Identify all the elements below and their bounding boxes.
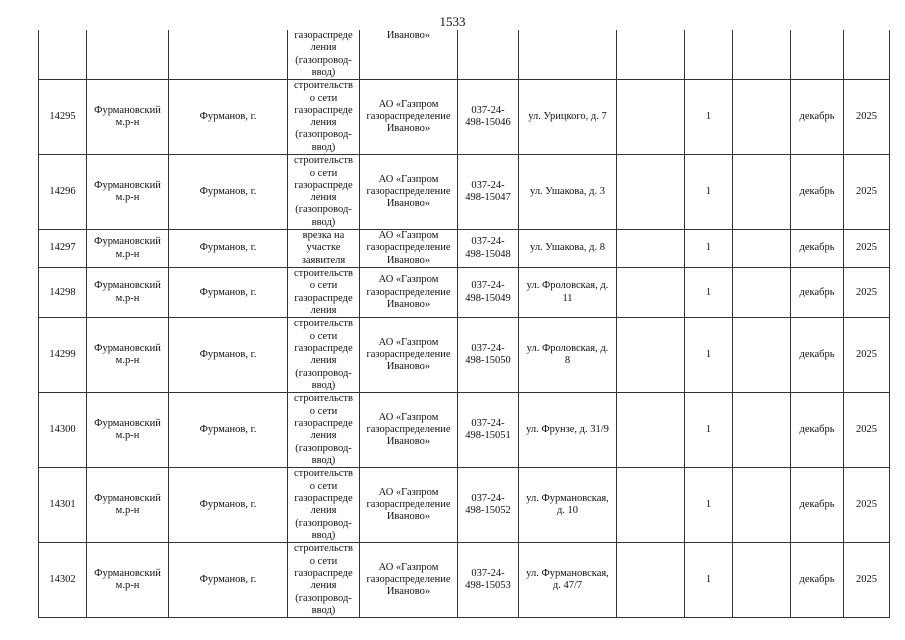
table-row [39, 543, 890, 618]
cell-month [791, 543, 844, 618]
cell-settlement [169, 155, 288, 230]
cell-year-text: 2025 [856, 574, 877, 586]
cell-address [519, 393, 617, 468]
cell-year [844, 393, 890, 468]
work-type-text: газораспреде ления (газопровод- ввод) [294, 30, 353, 78]
cell-code [458, 155, 519, 230]
cell-work-type [288, 268, 360, 318]
cell-work-type-text: врезка на участке заявителя [301, 230, 346, 266]
cell-code-text: 037-24- 498-15048 [465, 236, 511, 260]
cell-num-text: 14299 [49, 349, 76, 361]
cell-organization-text: АО «Газпром газораспределение Иваново» [366, 173, 451, 210]
table-row [39, 468, 890, 543]
cell-work-type [288, 80, 360, 155]
cell-extra [617, 30, 685, 80]
cell-year [844, 30, 890, 80]
cell-work-type-text: строительств о сети газораспреде ления (газопровод- ввод) [294, 543, 353, 616]
cell-district-text: Фурмановский м.р-н [94, 104, 161, 129]
cell-code [458, 543, 519, 618]
cell-month [791, 80, 844, 155]
cell-organization [360, 80, 458, 155]
cell-address-text: ул. Фрунзе, д. 31/9 [526, 424, 609, 436]
cell-extra [617, 393, 685, 468]
cell-year [844, 230, 890, 268]
cell-year [844, 80, 890, 155]
cell-organization [360, 268, 458, 318]
cell-month-text: декабрь [799, 574, 835, 586]
cell-code-text: 037-24- 498-15047 [465, 179, 511, 204]
cell-address [519, 318, 617, 393]
cell-organization [360, 543, 458, 618]
cell-work-type-text: строительств о сети газораспреде ления [294, 268, 353, 316]
cell-num-text: 14300 [49, 424, 76, 436]
cell-blank [733, 155, 791, 230]
cell-district [87, 80, 169, 155]
cell-month [791, 318, 844, 393]
cell-work-type-text: строительств о сети газораспреде ления (газопровод- ввод) [294, 393, 353, 466]
cell-district-text: Фурмановский м.р-н [94, 417, 161, 442]
cell-settlement [169, 268, 288, 318]
cell-address-text: ул. Фроловская, д. 8 [526, 342, 609, 367]
cell-blank [733, 30, 791, 80]
cell-settlement-text: Фурманов, г. [199, 111, 257, 123]
cell-year-text: 2025 [856, 424, 877, 436]
cell-address [519, 80, 617, 155]
cell-year-text: 2025 [856, 186, 877, 198]
cell-month [791, 468, 844, 543]
cell-extra [617, 318, 685, 393]
cell-settlement-text: Фурманов, г. [199, 499, 257, 511]
cell-organization [360, 230, 458, 268]
cell-address-text: ул. Фурмановская, д. 47/7 [526, 567, 609, 592]
page-number: 1533 [439, 14, 466, 29]
cell-work-type-text: строительств о сети газораспреде ления (газопровод- ввод) [294, 80, 353, 153]
cell-settlement [169, 230, 288, 268]
table-row [39, 393, 890, 468]
cell-organization-text: АО «Газпром газораспределение Иваново» [366, 411, 451, 448]
cell-district [87, 155, 169, 230]
cell-settlement-text: Фурманов, г. [199, 349, 257, 361]
cell-year [844, 268, 890, 318]
cell-year-text: 2025 [856, 242, 877, 254]
cell-blank [733, 468, 791, 543]
cell-code-text: 037-24- 498-15052 [465, 492, 511, 517]
cell-work-type-text: строительств о сети газораспреде ления (газопровод- ввод) [294, 155, 353, 228]
cell-qty [685, 268, 733, 318]
cell-settlement-text: Фурманов, г. [199, 286, 257, 298]
cell-work-type [288, 318, 360, 393]
cell-year-text: 2025 [856, 349, 877, 361]
cell-district [87, 318, 169, 393]
cell-year-text: 2025 [856, 286, 877, 298]
cell-address-text: ул. Фроловская, д. 11 [526, 280, 609, 304]
cell-extra [617, 543, 685, 618]
cell-settlement [169, 543, 288, 618]
cell-organization [360, 393, 458, 468]
cell-organization-text: АО «Газпром газораспределение Иваново» [366, 486, 451, 523]
cell-organization [360, 155, 458, 230]
cell-code [458, 80, 519, 155]
cell-work-type [288, 393, 360, 468]
registry-table [38, 30, 890, 618]
cell-qty [685, 393, 733, 468]
cell-month [791, 155, 844, 230]
cell-address [519, 230, 617, 268]
cell-qty-text: 1 [705, 349, 712, 361]
cell-qty [685, 468, 733, 543]
cell-district [87, 543, 169, 618]
cell-year [844, 318, 890, 393]
cell-num [39, 30, 87, 80]
cell-code-text: 037-24- 498-15053 [465, 567, 511, 592]
cell-month [791, 393, 844, 468]
cell-blank [733, 543, 791, 618]
cell-qty [685, 543, 733, 618]
cell-month-text: декабрь [799, 242, 835, 254]
cell-num [39, 230, 87, 268]
organization-text: Иваново» [386, 30, 431, 41]
cell-num-text: 14296 [49, 186, 76, 198]
cell-district [87, 30, 169, 80]
cell-code [458, 268, 519, 318]
cell-num-text: 14297 [49, 242, 76, 254]
cell-year [844, 155, 890, 230]
cell-organization-text: АО «Газпром газораспределение Иваново» [366, 336, 451, 373]
cell-qty-text: 1 [705, 242, 712, 254]
cell-code-text: 037-24- 498-15050 [465, 342, 511, 367]
cell-qty-text: 1 [705, 424, 712, 436]
cell-qty-text: 1 [705, 499, 712, 511]
cell-district [87, 468, 169, 543]
cell-work-type [288, 230, 360, 268]
table-row [39, 318, 890, 393]
cell-extra [617, 468, 685, 543]
cell-num [39, 318, 87, 393]
cell-code-text: 037-24- 498-15051 [465, 417, 511, 442]
cell-year-text: 2025 [856, 111, 877, 123]
cell-num-text: 14301 [49, 499, 76, 511]
cell-settlement [169, 468, 288, 543]
cell-organization [360, 30, 458, 80]
table-row [39, 268, 890, 318]
cell-address-text: ул. Ушакова, д. 3 [530, 186, 605, 198]
cell-num [39, 268, 87, 318]
cell-district [87, 268, 169, 318]
cell-qty [685, 155, 733, 230]
cell-qty [685, 80, 733, 155]
cell-blank [733, 80, 791, 155]
cell-settlement-text: Фурманов, г. [199, 424, 257, 436]
cell-settlement [169, 393, 288, 468]
cell-extra [617, 155, 685, 230]
cell-num [39, 468, 87, 543]
cell-address [519, 30, 617, 80]
table-row [39, 230, 890, 268]
cell-code [458, 318, 519, 393]
cell-extra [617, 80, 685, 155]
cell-code [458, 393, 519, 468]
cell-settlement-text: Фурманов, г. [199, 574, 257, 586]
table-row [39, 155, 890, 230]
cell-work-type [288, 30, 360, 80]
cell-num [39, 543, 87, 618]
cell-district-text: Фурмановский м.р-н [94, 567, 161, 592]
cell-address [519, 268, 617, 318]
cell-organization-text: АО «Газпром газораспределение Иваново» [366, 98, 451, 135]
cell-address-text: ул. Ушакова, д. 8 [530, 242, 605, 254]
cell-qty-text: 1 [705, 286, 712, 298]
cell-district [87, 230, 169, 268]
cell-month-text: декабрь [799, 286, 835, 298]
cell-work-type-text: строительств о сети газораспреде ления (газопровод- ввод) [294, 318, 353, 391]
cell-address [519, 155, 617, 230]
cell-qty [685, 318, 733, 393]
cell-num-text: 14295 [49, 111, 76, 123]
cell-month-text: декабрь [799, 349, 835, 361]
cell-year [844, 543, 890, 618]
cell-num-text: 14298 [49, 286, 76, 298]
cell-code-text: 037-24- 498-15049 [465, 280, 511, 304]
cell-address [519, 468, 617, 543]
cell-num [39, 155, 87, 230]
cell-district-text: Фурмановский м.р-н [94, 236, 161, 260]
cell-month-text: декабрь [799, 111, 835, 123]
cell-month [791, 268, 844, 318]
cell-settlement [169, 318, 288, 393]
cell-district-text: Фурмановский м.р-н [94, 179, 161, 204]
cell-work-type [288, 543, 360, 618]
cell-extra [617, 268, 685, 318]
cell-code [458, 30, 519, 80]
cell-settlement [169, 30, 288, 80]
cell-organization-text: АО «Газпром газораспределение Иваново» [366, 274, 451, 310]
cell-district-text: Фурмановский м.р-н [94, 342, 161, 367]
cell-district-text: Фурмановский м.р-н [94, 492, 161, 517]
cell-year-text: 2025 [856, 499, 877, 511]
cell-settlement [169, 80, 288, 155]
cell-work-type [288, 468, 360, 543]
cell-district-text: Фурмановский м.р-н [94, 280, 161, 304]
cell-code [458, 230, 519, 268]
cell-month-text: декабрь [799, 186, 835, 198]
cell-qty-text: 1 [705, 186, 712, 198]
cell-num [39, 393, 87, 468]
cell-organization [360, 318, 458, 393]
cell-code-text: 037-24- 498-15046 [465, 104, 511, 129]
cell-blank [733, 230, 791, 268]
cell-extra [617, 230, 685, 268]
cell-num [39, 80, 87, 155]
continuation-row [39, 30, 890, 80]
cell-code [458, 468, 519, 543]
cell-address-text: ул. Урицкого, д. 7 [528, 111, 607, 123]
cell-qty [685, 30, 733, 80]
cell-blank [733, 318, 791, 393]
cell-work-type-text: строительств о сети газораспреде ления (газопровод- ввод) [294, 468, 353, 541]
cell-work-type [288, 155, 360, 230]
cell-settlement-text: Фурманов, г. [199, 186, 257, 198]
cell-month-text: декабрь [799, 499, 835, 511]
cell-month [791, 230, 844, 268]
cell-blank [733, 268, 791, 318]
cell-settlement-text: Фурманов, г. [199, 242, 257, 254]
cell-month [791, 30, 844, 80]
cell-year [844, 468, 890, 543]
cell-address-text: ул. Фурмановская, д. 10 [526, 492, 609, 517]
cell-organization-text: АО «Газпром газораспределение Иваново» [366, 561, 451, 598]
cell-organization [360, 468, 458, 543]
cell-qty-text: 1 [705, 574, 712, 586]
cell-month-text: декабрь [799, 424, 835, 436]
cell-qty [685, 230, 733, 268]
cell-district [87, 393, 169, 468]
cell-num-text: 14302 [49, 574, 76, 586]
cell-address [519, 543, 617, 618]
cell-qty-text: 1 [705, 111, 712, 123]
table-row [39, 80, 890, 155]
cell-organization-text: АО «Газпром газораспределение Иваново» [366, 230, 451, 266]
table-body [39, 30, 890, 618]
cell-blank [733, 393, 791, 468]
